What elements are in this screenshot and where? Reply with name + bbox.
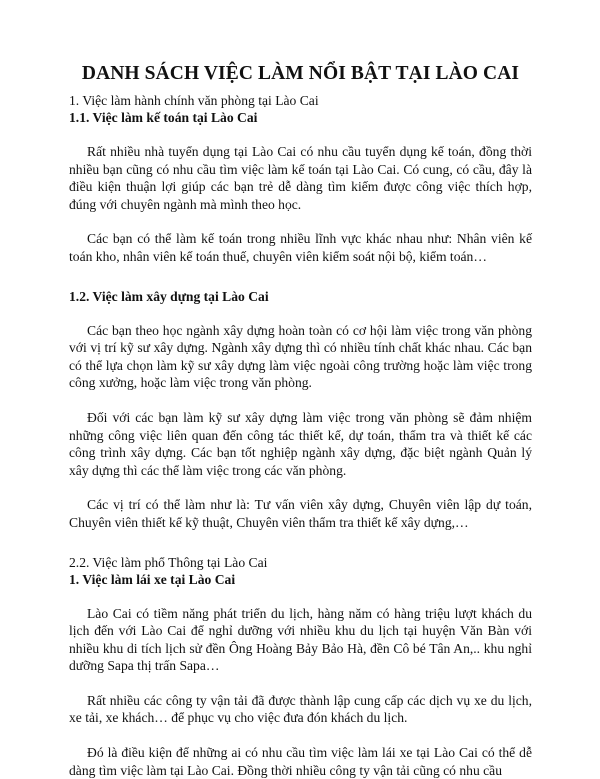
section-1-heading: 1. Việc làm hành chính văn phòng tại Lào Cai (69, 93, 319, 108)
paragraph: Rất nhiều nhà tuyển dụng tại Lào Cai có nhu cầu tuyển dụng kế toán, đồng thời nhiều bạn cũng có nhu cầu tìm việc làm kế toán tại Lào Cai. Có cung, có cầu, đây là điều kiện thuận lợi giúp các bạn trẻ dễ dàng tìm kiếm được công việc thích hợp, đúng với chuyên ngành mà mình theo học. (69, 144, 532, 212)
paragraph: Rất nhiều các công ty vận tải đã được thành lập cung cấp các dịch vụ xe du lịch, xe tải, xe khách… để phục vụ cho việc đưa đón khách du lịch. (69, 692, 532, 726)
paragraph: Các bạn theo học ngành xây dựng hoàn toàn có cơ hội làm việc trong văn phòng với vị trí kỹ sư xây dựng. Ngành xây dựng thì có nhiều tính chất khác nhau. Các bạn có thể lựa chọn làm kỹ sư xây dựng làm việc ngoài công trường hoặc làm việc trong công xưởng, hoặc làm việc trong văn phòng. (69, 322, 532, 391)
paragraph: Các bạn có thể làm kế toán trong nhiều lĩnh vực khác nhau như: Nhân viên kế toán kho, nhân viên kế toán thuế, chuyên viên kiểm soát nội bộ, kiểm toán… (69, 231, 532, 264)
paragraph: Đối với các bạn làm kỹ sư xây dựng làm việc trong văn phòng sẽ đảm nhiệm những công việc liên quan đến công tác thiết kế, dự toán, thẩm tra và thiết kế các công trình xây dựng. Các bạn tốt nghiệp ngành xây dựng, đặc biệt ngành Quản lý xây dựng thì các thể làm việc trong các văn phòng. (69, 409, 532, 478)
section-2-heading: 2.2. Việc làm phổ Thông tại Lào Cai (69, 554, 268, 570)
paragraph: Lào Cai có tiềm năng phát triển du lịch, hàng năm có hàng triệu lượt khách du lịch đến với Lào Cai để nghỉ dưỡng với nhiều khu du lịch tại huyện Văn Bàn với nhiều khu di tích lịch sử đền Ông Hoàng Bảy Bảo Hà, đền Cô bé Tân An,.. khu nghỉ dưỡng Sapa thị trấn Sapa… (69, 605, 532, 674)
section-1-1-heading: 1.1. Việc làm kế toán tại Lào Cai (69, 110, 258, 125)
document-title: DANH SÁCH VIỆC LÀM NỔI BẬT TẠI LÀO CAI (81, 63, 520, 84)
section-1-2-heading: 1.2. Việc làm xây dựng tại Lào Cai (69, 288, 269, 304)
paragraph: Các vị trí có thể làm như là: Tư vấn viên xây dựng, Chuyên viên lập dự toán, Chuyên viên thiết kế kỹ thuật, Chuyên viên thẩm tra thiết kế xây dựng,… (69, 497, 532, 530)
document-page (69, 62, 532, 779)
paragraph: Đó là điều kiện để những ai có nhu cầu tìm việc làm lái xe tại Lào Cai có thể dễ dàng tìm việc làm tại Lào Cai. Đồng thời nhiều công ty vận tải cũng có nhu cầu (69, 745, 532, 778)
section-2-1-heading: 1. Việc làm lái xe tại Lào Cai (69, 571, 236, 587)
